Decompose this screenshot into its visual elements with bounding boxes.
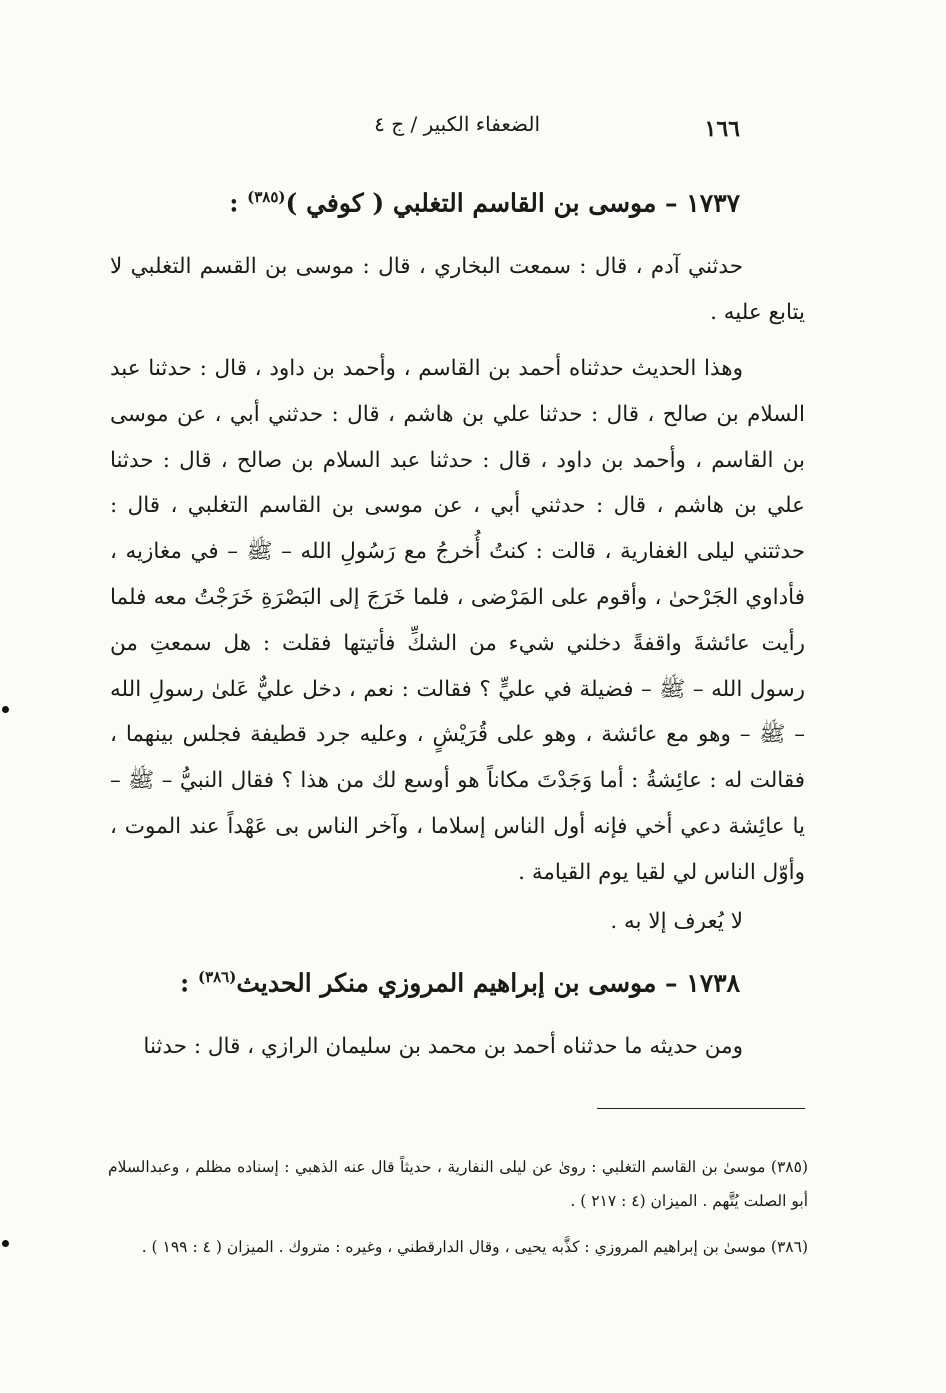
scan-mark — [2, 1240, 9, 1247]
entry-title: موسى بن إبراهيم المروزي منكر الحديث — [236, 968, 657, 998]
entry-number: ١٧٣٨ — [686, 968, 740, 998]
body-paragraph: لا يُعرف إلا به . — [610, 909, 743, 934]
entry-title: موسى بن القاسم التغلبي ( كوفي ) — [285, 188, 657, 218]
body-paragraph: وهذا الحديث حدثناه أحمد بن القاسم ، وأحمد بن داود ، قال : حدثنا عبد السلام بن صالح ، قال : حدثنا علي بن هاشم ، قال : حدثني أبي ، عن موسى بن القاسم ، وأحمد بن داود ، قال : حدثنا عبد السلام بن صالح ، قال : حدثنا علي بن هاشم ، قال : حدثني أبي ، عن موسى بن القاسم التغلبي ، قال : حدثتني ليلى الغفارية ، قالت : كنتُ أُخرجُ مع رَسُولِ الله – ﷺ – في مغازيه ، فأداوي الجَرْحىٰ ، وأقوم على المَرْضى ، فلما خَرَجَ إلى البَصْرَةِ خَرَجْتُ معه فلما رأيت عائشةَ واقفةً دخلني شيء من الشكِّ فأتيتها فقلت : هل سمعتِ من رسول الله – ﷺ – فضيلة في عليٍّ ؟ فقالت : نعم ، دخل عليٌّ عَلىٰ رسولِ الله – ﷺ – وهو مع عائشة ، وهو على قُرَيْشٍ ، وعليه جرد قطيفة فجلس بينهما ، فقالت له : عائِشةُ : أما وَجَدْتَ مكاناً هو أوسع لك من هذا ؟ فقال النبيُّ – ﷺ – يا عائِشة دعي أخي فإنه أول الناس إسلاما ، وآخر الناس بى عَهْداً عند الموت ، وأوّل الناس لي لقيا يوم القيامة . — [110, 356, 805, 885]
entry-heading: ١٧٣٧ – موسى بن القاسم التغلبي ( كوفي )$^{(٣٨٥)}$ : — [229, 188, 740, 218]
heading-colon: : — [180, 968, 190, 998]
page-header — [110, 108, 740, 148]
page-number: ١٦٦ — [704, 116, 740, 142]
footnote-ref: (٣٨٥) — [247, 188, 286, 206]
footnote-ref: (٣٨٦) — [197, 968, 237, 986]
footnote: (٣٨٥) موسىٰ بن القاسم التغلبي : روىٰ عن ليلى النفارية ، حديثاً قال عنه الذهبي : إسناده مظلم ، وعبدالسلام أبو الصلت يُتَّهم . الميزان (٤ : ٢١٧ ) . — [108, 1158, 808, 1210]
heading-colon: : — [229, 188, 239, 218]
body-paragraph: حدثني آدم ، قال : سمعت البخاري ، قال : موسى بن القسم التغلبي لا يتابع عليه . — [110, 254, 805, 325]
entry-number: ١٧٣٧ — [686, 188, 740, 218]
running-title: الضعفاء الكبير / ج ٤ — [374, 112, 540, 136]
footnote-divider — [597, 1108, 805, 1109]
footnote: (٣٨٦) موسىٰ بن إبراهيم المروزي : كذَّبه يحيى ، وقال الدارقطني ، وغيره : متروك . الميزان ( ٤ : ١٩٩ ) . — [141, 1238, 808, 1256]
entry-heading: ١٧٣٨ – موسى بن إبراهيم المروزي منكر الحديث$^{(٣٨٦)}$ : — [180, 968, 740, 998]
body-paragraph: ومن حديثه ما حدثناه أحمد بن محمد بن سليمان الرازي ، قال : حدثنا — [143, 1034, 743, 1059]
scan-mark — [2, 706, 9, 713]
